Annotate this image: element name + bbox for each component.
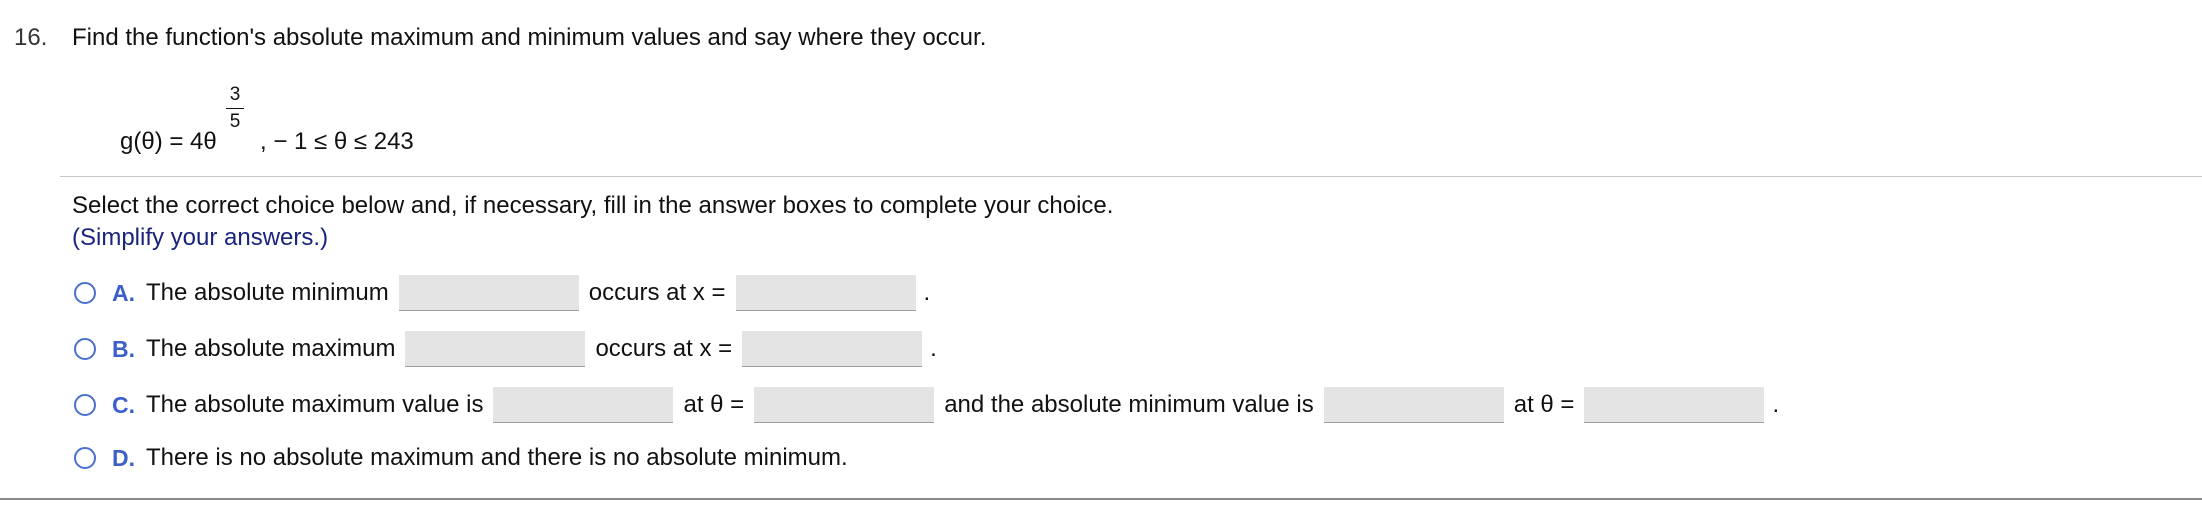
answer-box-b-maximum[interactable] <box>405 331 585 367</box>
answer-box-b-location[interactable] <box>742 331 922 367</box>
choice-a-period: . <box>923 279 931 306</box>
bottom-divider <box>0 498 2202 500</box>
instructions-text: Select the correct choice below and, if necessary, fill in the answer boxes to complete your choice. <box>72 192 1114 219</box>
choice-letter-c: C. <box>112 391 135 418</box>
choice-b-text-2: occurs at x = <box>595 335 733 362</box>
choice-letter-d: D. <box>112 444 135 471</box>
answer-box-a-minimum[interactable] <box>399 275 579 311</box>
choice-c-text-3: and the absolute minimum value is <box>944 391 1314 418</box>
choice-b[interactable] <box>74 329 937 369</box>
fraction-bar <box>226 108 244 109</box>
answer-box-c-maximum-location[interactable] <box>754 387 934 423</box>
choice-d[interactable] <box>74 438 858 478</box>
exponent-denominator: 5 <box>229 111 241 132</box>
choice-a-text-1: The absolute minimum <box>146 279 389 306</box>
choice-letter-a: A. <box>112 279 135 306</box>
exponent-numerator: 3 <box>229 84 241 105</box>
answer-box-c-maximum[interactable] <box>493 387 673 423</box>
choice-c-text-1: The absolute maximum value is <box>146 391 484 418</box>
choice-b-period: . <box>930 335 937 362</box>
radio-button-c[interactable] <box>74 394 96 416</box>
choice-d-text-1: There is no absolute maximum and there is no absolute minimum. <box>146 444 848 471</box>
question-prompt: Find the function's absolute maximum and minimum values and say where they occur. <box>72 24 987 51</box>
choice-a[interactable] <box>74 273 930 313</box>
formula-lhs: g(θ) = 4θ <box>120 128 217 155</box>
answer-box-a-location[interactable] <box>736 275 916 311</box>
formula-domain: , − 1 ≤ θ ≤ 243 <box>260 128 414 155</box>
choice-letter-b: B. <box>112 335 135 362</box>
radio-button-a[interactable] <box>74 282 96 304</box>
answer-box-c-minimum[interactable] <box>1324 387 1504 423</box>
choice-c-period: . <box>1772 391 1780 418</box>
formula-exponent <box>224 84 246 133</box>
choice-c-text-4: at θ = <box>1513 391 1575 418</box>
choice-c[interactable] <box>74 385 1779 425</box>
choice-b-text-1: The absolute maximum <box>146 335 396 362</box>
simplify-hint: (Simplify your answers.) <box>72 224 329 251</box>
question-number: 16. <box>14 24 48 51</box>
section-divider <box>60 176 2202 177</box>
radio-button-b[interactable] <box>74 338 96 360</box>
radio-button-d[interactable] <box>74 447 96 469</box>
choice-a-text-2: occurs at x = <box>588 279 726 306</box>
answer-box-c-minimum-location[interactable] <box>1584 387 1764 423</box>
choice-c-text-2: at θ = <box>683 391 745 418</box>
